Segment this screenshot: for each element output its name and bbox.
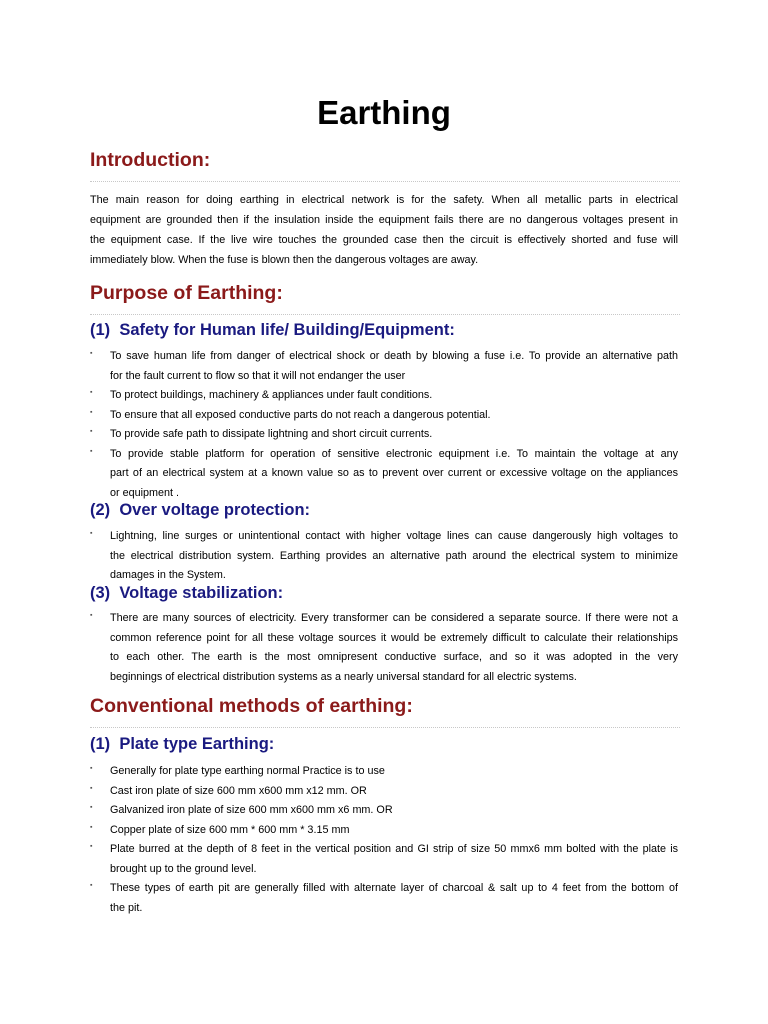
bullet-marker: ▪ <box>90 784 93 792</box>
bullet-marker: ▪ <box>90 530 93 537</box>
list-item <box>90 445 678 504</box>
voltage-stabilization-bullet-list <box>90 609 678 687</box>
bullet-marker: ▪ <box>90 612 93 619</box>
list-item <box>90 425 678 445</box>
list-item <box>90 609 678 687</box>
list-item <box>90 801 678 821</box>
bullet-marker: ▪ <box>90 882 93 889</box>
bullet-marker: ▪ <box>90 408 93 416</box>
list-item-line: part of an electrical system at a known value so as to prevent over current or excessive voltage on the appliances <box>110 467 678 479</box>
list-item <box>90 821 678 841</box>
sub-heading-over-voltage: (2) Over voltage protection: <box>90 501 311 519</box>
section-heading-introduction: Introduction: <box>90 148 680 182</box>
list-item-line: There are many sources of electricity. Every transformer can be considered a separate source. If there were not a <box>110 612 678 624</box>
list-item-line: Generally for plate type earthing normal Practice is to use <box>110 765 385 777</box>
list-item-line: To save human life from danger of electrical shock or death by blowing a fuse i.e. To provide an alternative path <box>110 350 678 362</box>
list-item-line: the electrical distribution system. Earthing provides an alternative path around the electrical system to minimize <box>110 549 678 562</box>
list-item-line: the pit. <box>110 901 143 914</box>
list-item-line: To provide stable platform for operation of sensitive electronic equipment i.e. To maintain the voltage at any <box>110 447 678 460</box>
bullet-marker: ▪ <box>90 350 93 357</box>
bullet-marker: ▪ <box>90 765 93 772</box>
list-item-line: Cast iron plate of size 600 mm x600 mm x12 mm. OR <box>110 784 367 797</box>
sub-heading-plate-type: (1) Plate type Earthing: <box>90 735 275 753</box>
list-item-line: To provide safe path to dissipate lightning and short circuit currents. <box>110 428 433 440</box>
introduction-paragraph <box>90 190 678 270</box>
list-item-line: or equipment . <box>110 486 180 499</box>
list-item <box>90 406 678 426</box>
list-item-line: brought up to the ground level. <box>110 862 257 875</box>
list-item-line: Plate burred at the depth of 8 feet in the vertical position and GI strip of size 50 mmx6 mm bolted with the plate is <box>110 843 678 855</box>
sub-heading-voltage-stabilization: (3) Voltage stabilization: <box>90 584 284 602</box>
list-item-line: for the fault current to flow so that it will not endanger the user <box>110 369 406 382</box>
over-voltage-bullet-list <box>90 527 678 586</box>
list-item-line: These types of earth pit are generally filled with alternate layer of charcoal & salt up to 4 feet from the bottom of <box>110 882 678 894</box>
list-item-line: damages in the System. <box>110 569 226 581</box>
bullet-marker: ▪ <box>90 823 93 831</box>
bullet-marker: ▪ <box>90 428 93 435</box>
sub-heading-safety: (1) Safety for Human life/ Building/Equipment: <box>90 321 455 339</box>
list-item-line: common reference point for all these voltage sources it would be extremely difficult to calculate their relationships <box>110 631 678 644</box>
list-item-line: To ensure that all exposed conductive parts do not reach a dangerous potential. <box>110 408 491 421</box>
document-title: Earthing <box>317 94 451 131</box>
list-item-line: Lightning, line surges or unintentional contact with higher voltage lines can cause dangerously high voltages to <box>110 530 678 542</box>
list-item <box>90 386 678 406</box>
safety-bullet-list <box>90 347 678 503</box>
plate-type-bullet-list <box>90 762 678 918</box>
paragraph-line: The main reason for doing earthing in electrical network is for the safety. When all metallic parts in electrical <box>90 194 678 206</box>
bullet-marker: ▪ <box>90 389 93 396</box>
list-item-line: Galvanized iron plate of size 600 mm x600 mm x6 mm. OR <box>110 804 393 816</box>
list-item <box>90 527 678 586</box>
section-heading-purpose: Purpose of Earthing: <box>90 281 680 315</box>
list-item-line: Copper plate of size 600 mm * 600 mm * 3.15 mm <box>110 823 350 836</box>
list-item <box>90 782 678 802</box>
bullet-marker: ▪ <box>90 804 93 811</box>
list-item <box>90 347 678 386</box>
paragraph-line: equipment are grounded then if the insulation inside the equipment fails there are no dangerous voltages present in <box>90 214 678 226</box>
section-heading-conventional-methods: Conventional methods of earthing: <box>90 694 680 728</box>
list-item <box>90 840 678 879</box>
list-item <box>90 762 678 782</box>
list-item <box>90 879 678 918</box>
bullet-marker: ▪ <box>90 843 93 850</box>
list-item-line: to each other. The earth is the most omnipresent conductive surface, and so it was adopted in the very <box>110 651 678 663</box>
list-item-line: beginnings of electrical distribution systems as a nearly universal standard for all electric systems. <box>110 670 577 683</box>
paragraph-line: the equipment case. If the live wire touches the grounded case then the circuit is effectively shorted and fuse will <box>90 234 678 246</box>
paragraph-line: immediately blow. When the fuse is blown then the dangerous voltages are away. <box>90 254 479 266</box>
list-item-line: To protect buildings, machinery & appliances under fault conditions. <box>110 389 433 401</box>
bullet-marker: ▪ <box>90 447 93 455</box>
